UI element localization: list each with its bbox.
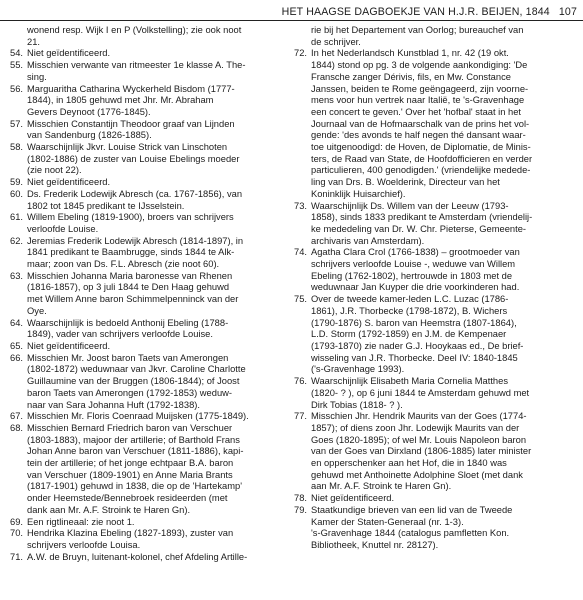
footnote-line: Niet geïdentificeerd. [27,177,111,188]
footnote-line: onder Heemstede/Bennebroek resideerden (met [27,493,228,504]
footnote-line: Misschien Jhr. Hendrik Maurits van der Goes (1774- [311,411,527,422]
footnote-line: Dirk Tobias (1818- ? ). [311,399,403,410]
footnote-line: Agatha Clara Crol (1766-1838) – grootmoeder van [311,247,520,258]
footnote [4,423,270,517]
footnote-text [311,376,574,411]
footnote-line: Waarschijnlijk Ds. Willem van der Leeuw (1793- [311,200,509,211]
footnote-line: 1802 tot 1845 predikant te IJsselstein. [27,200,185,211]
left-column [4,25,270,563]
footnote-line: Over de tweede kamer-leden L.C. Luzac (1786- [311,294,509,305]
footnote-line: Jeremias Frederik Lodewijk Abresch (1814-1897), in [27,235,244,246]
footnote-line: tein der artillerie; of het jonge echtpaar B.A. baron [27,458,234,469]
footnote-line: Misschien Constantijn Theodoor graaf van Lijnden [27,118,235,129]
footnote-line: archivaris van Amsterdam). [311,235,425,246]
footnote-line: Johan Anne baron van Verschuer (1811-1886), kapi- [27,446,244,457]
footnote-line: Een rigtlineaal: zie noot 1. [27,516,135,527]
footnote-text [311,247,574,294]
footnote-text [27,212,270,235]
footnote-line: Koninklijk Huisarchief). [311,188,406,199]
footnote-line: aan Mr. A.F. Stroink te Haren Gn). [311,481,452,492]
footnote-number: 66. [10,352,23,363]
footnote [4,25,270,48]
footnote-text [27,236,270,271]
footnote-line: Fransche zanger Dérivis, fils, en Mw. Constance [311,71,511,82]
footnote-number: 67. [10,411,23,422]
footnote-number: 78. [294,493,307,504]
footnote-line: gende: 'des avonds te half negen thé dansant waar- [311,130,526,141]
footnote-line: Kamer der Staten-Generaal (nr. 1-3). [311,516,464,527]
footnote-line: de schrijver. [311,36,361,47]
footnote-line: 1858), sinds 1833 predikant te Amsterdam (vriendelij- [311,212,533,223]
footnote-line: verloofde Louise. [27,223,99,234]
footnote-line: 21. [27,36,40,47]
footnote [288,294,574,376]
footnote-text [27,341,270,353]
footnote-number: 56. [10,83,23,94]
footnote-line: Misschien Johanna Maria baronesse van Rhenen [27,270,233,281]
footnote-text [27,48,270,60]
footnote [288,25,574,48]
footnote-number: 65. [10,340,23,351]
footnote-line: In het Nederlandsch Kunstblad 1, nr. 42 (19 okt. [311,48,509,59]
footnote-text [27,353,270,412]
footnote-number: 57. [10,118,23,129]
footnote-line: Ds. Frederik Lodewijk Abresch (ca. 1767-1856), van [27,188,243,199]
footnote-text [27,177,270,189]
footnote-text [27,318,270,341]
right-column [288,25,574,552]
footnote-line: Oye. [27,305,47,316]
footnote-text [27,271,270,318]
footnote-text [27,25,270,48]
footnote-text [311,294,574,376]
footnote-line: Marguaritha Catharina Wyckerheld Bisdom (1777- [27,83,235,94]
footnote-line: Janssen, beiden te Rome geëngageerd, zijn voorne- [311,83,529,94]
footnote-text [27,528,270,551]
footnote-number: 60. [10,188,23,199]
footnote-number: 61. [10,212,23,223]
footnote-number: 75. [294,294,307,305]
footnote [288,376,574,411]
footnote [288,48,574,200]
footnote [4,84,270,119]
footnote-number: 69. [10,516,23,527]
footnote-number: 62. [10,235,23,246]
footnote-line: Hendrika Klazina Ebeling (1827-1893), zuster van [27,528,234,539]
footnote-line: rie bij het Departement van Oorlog; bureauchef van [311,25,524,35]
footnote-number: 55. [10,60,23,71]
footnote [288,201,574,248]
footnote [4,142,270,177]
footnote-line: gehuwd met Anthoinette Adolphine Sloet (met dank [311,469,523,480]
footnote-line: een concert te geven.' Over het 'hofbal' staat in het [311,106,522,117]
footnote [4,48,270,60]
footnote-line: maar; zoon van Ds. F.L. Abresch (zie noot 60). [27,259,220,270]
footnote-text [311,48,574,200]
footnote [4,177,270,189]
footnote-line: Misschien Mr. Joost baron Taets van Amerongen [27,352,229,363]
footnote-line: toe uitgenoodigd: de Hoven, de Diplomatie, de Minis- [311,142,531,153]
footnote-line: Misschien Bernard Friedrich baron van Verschuer [27,422,233,433]
footnote-line: Guillaumine van der Bruggen (1806-1844); of Joost [27,376,240,387]
footnote-line: L.D. Storm (1792-1859) en J.M. de Kempenaer [311,329,507,340]
footnote [288,247,574,294]
footnote-text [27,517,270,529]
footnote [4,318,270,341]
footnote-line: ling van Drs. B. Woelderink, Directeur van het [311,177,500,188]
footnote-text [311,505,574,552]
footnote-text [27,423,270,517]
footnote-line: Gevers Deynoot (1776-1845). [27,106,151,117]
footnote-text [27,119,270,142]
footnote-number: 74. [294,247,307,258]
running-title: HET HAAGSE DAGBOEKJE VAN H.J.R. BEIJEN, 1844 [281,6,550,18]
footnote [4,119,270,142]
footnote-line: mens voor hun vertrek naar Italië, te 's-Gravenhage [311,95,525,106]
footnote-line: (1817-1901) gehuwd in 1838, die op de 'Hartekamp' [27,481,242,492]
footnote-line: ters, de Raad van State, de Hoofdofficieren en verder [311,153,533,164]
footnote-line: ('s-Gravenhage 1993). [311,364,405,375]
footnote-number: 68. [10,422,23,433]
footnote-line: 's-Gravenhage 1844 (catalogus pamfletten Kon. [311,528,510,539]
footnote-number: 59. [10,177,23,188]
footnote [4,212,270,235]
footnote-line: 1844), in 1805 gehuwd met Jhr. Mr. Abraham [27,95,214,106]
footnote-number: 79. [294,504,307,515]
footnote-text [311,201,574,248]
footnote-number: 71. [10,551,23,562]
footnote [4,528,270,551]
footnote-line: Waarschijnlijk Elisabeth Maria Cornelia Matthes [311,376,508,387]
footnote-line: (1802-1886) de zuster van Louise Ebelings moeder [27,153,240,164]
footnote-text [311,493,574,505]
footnote-line: 1861), J.R. Thorbecke (1798-1872), B. Wichers [311,305,508,316]
footnote-number: 73. [294,200,307,211]
footnote-number: 72. [294,48,307,59]
footnote [4,341,270,353]
footnote-line: Niet geïdentificeerd. [27,48,111,59]
footnote-line: (zie noot 22). [27,165,82,176]
footnote-number: 76. [294,376,307,387]
footnote-text [27,60,270,83]
footnote-number: 64. [10,317,23,328]
footnote [288,411,574,493]
footnote-text [27,84,270,119]
page-number: 107 [558,6,577,18]
footnote [288,493,574,505]
footnote-line: (1802-1872) weduwnaar van Jkvr. Caroline Charlotte [27,364,246,375]
footnote-line: Niet geïdentificeerd. [311,493,395,504]
footnote-line: Waarschijnlijk Jkvr. Louise Strick van Linschoten [27,142,228,153]
footnote-text [311,411,574,493]
footnote-line: Bibliotheek, Knuttel nr. 28127). [311,539,439,550]
footnote-line: baron Taets van Amerongen (1792-1853) weduw- [27,387,233,398]
footnote [4,189,270,212]
footnote-line: schrijvers verloofde Louise -, weduwe van Willem [311,259,516,270]
footnote-line: Niet geïdentificeerd. [27,340,111,351]
footnote-line: 1849), vader van schrijvers verloofde Louise. [27,329,213,340]
footnote-line: (1816-1857), op 3 juli 1844 te Den Haag gehuwd [27,282,230,293]
footnote [4,517,270,529]
footnote-line: particulieren, 400 genodigden.' (vriendelijke medede- [311,165,531,176]
footnote [4,353,270,412]
footnote-number: 54. [10,48,23,59]
footnote-line: wisseling van J.R. Thorbecke. Deel IV: 1840-1845 [311,352,518,363]
footnote-text [27,411,270,423]
footnote-line: (1803-1883), majoor der artillerie; of Barthold Frans [27,434,240,445]
header-rule [0,20,583,21]
footnote-line: wonend resp. Wijk I en P (Volkstelling); zie ook noot [27,25,242,35]
footnote-text [27,552,270,564]
footnote-line: van Sandenburg (1826-1885). [27,130,152,141]
footnote-line: van Verschuer (1809-1901) en Anne Maria Brants [27,469,233,480]
footnote-line: Ebeling (1762-1802), hertrouwde in 1803 met de [311,270,513,281]
footnote-line: sing. [27,71,47,82]
footnote-line: naar van Sara Johanna Huft (1792-1838). [27,399,200,410]
footnote-line: Willem Ebeling (1819-1900), broers van schrijvers [27,212,234,223]
footnote [288,505,574,552]
footnote-number: 58. [10,142,23,153]
footnote-number: 77. [294,411,307,422]
footnote-number: 63. [10,270,23,281]
footnote-line: met Willem Anne baron Schimmelpenninck van der [27,294,239,305]
footnote-line: dank aan Mr. A.F. Stroink te Haren Gn). [27,504,191,515]
footnote-line: weduwnaar Jan Kuyper die drie voorkinderen had. [311,282,520,293]
footnote-text [311,25,574,48]
footnote-line: Misschien verwante van ritmeester 1e klasse A. The- [27,60,246,71]
footnote-line: 1857); of diens zoon Jhr. Lodewijk Maurits van der [311,422,520,433]
footnote-line: (1790-1876) S. baron van Heemstra (1807-1864), [311,317,517,328]
footnote-line: 1841 predikant te Baambrugge, sinds 1844 te Alk- [27,247,235,258]
footnote-line: ke mededeling van Dr. W. Chr. Pieterse, Gemeente- [311,223,527,234]
footnote-text [27,189,270,212]
footnote-line: A.W. de Bruyn, luitenant-kolonel, chef Afdeling Artille- [27,551,248,562]
footnote [4,236,270,271]
footnote-number: 70. [10,528,23,539]
footnote-line: van der Goes van Dirxland (1806-1885) later minister [311,446,532,457]
footnote [4,552,270,564]
footnote-line: Journaal van de Hofmaarschalk van de prins het vol- [311,118,530,129]
footnote-line: en opperschenker aan het Hof, die in 1840 was [311,458,507,469]
footnote-text [27,142,270,177]
footnote-line: 1844) stond op pg. 3 de volgende aankondiging: 'De [311,60,528,71]
footnote-line: (1820- ? ), op 6 juni 1844 te Amsterdam gehuwd met [311,387,530,398]
footnote [4,411,270,423]
footnote [4,271,270,318]
footnote-line: schrijvers verloofde Louisa. [27,539,141,550]
footnote-line: Waarschijnlijk is bedoeld Anthonij Ebeling (1788- [27,317,229,328]
footnote-line: Misschien Mr. Floris Coenraad Muijsken (1775-1849). [27,411,249,422]
footnote-line: Staatkundige brieven van een lid van de Tweede [311,504,513,515]
running-header [0,6,577,18]
footnote-line: (1793-1870) zie nader G.J. Hooykaas ed., De brief- [311,340,524,351]
footnote-line: Goes (1820-1895); of wel Mr. Louis Napoleon baron [311,434,527,445]
footnote [4,60,270,83]
